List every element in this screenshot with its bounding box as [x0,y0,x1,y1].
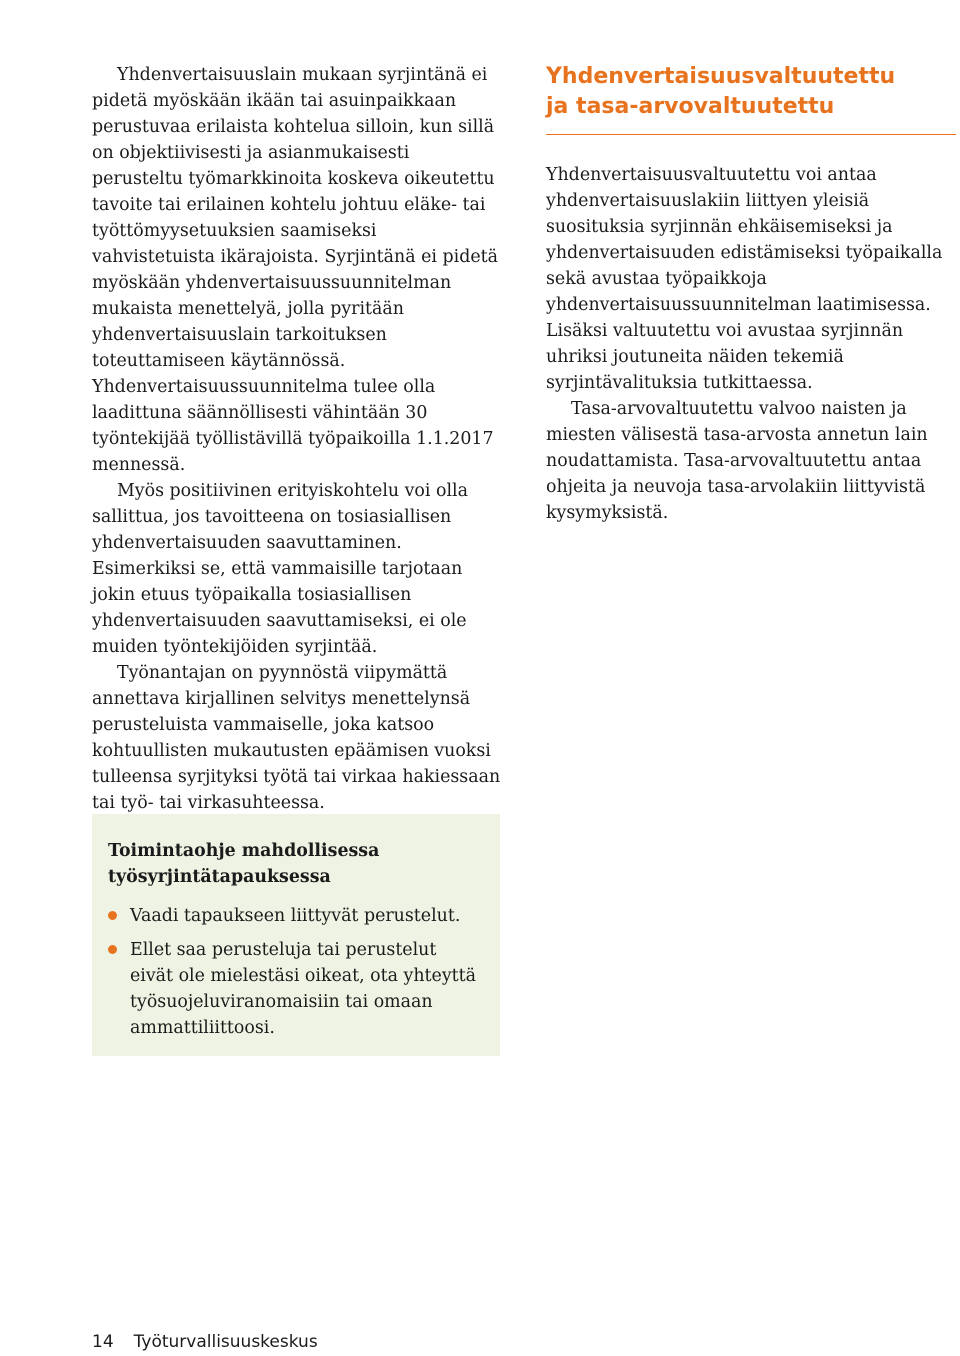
body-paragraph: Yhdenvertaisuusvaltuutettu voi antaa yhdenvertaisuuslakiin liittyen yleisiä suosituksia syrjinnän ehkäisemiseksi ja yhdenvertaisuuden edistämiseksi työpaikalla sekä avustaa työpaikkoja yhdenvertaisuussuunnitelman laatimisessa. Lisäksi valtuutettu voi avustaa syrjinnän uhriksi joutuneita näiden tekemiä syrjintävalituksia tutkittaessa. [546,165,943,393]
guidance-item-text: Vaadi tapaukseen liittyvät perustelut. [130,906,461,926]
guidance-item-text: Ellet saa perusteluja tai perustelut eivät ole mielestäsi oikeat, ota yhteyttä työsuojeluviranomaisiin tai omaan ammattiliittoosi. [130,940,477,1038]
bullet-dot-icon [108,911,117,920]
guidance-box-title-line2: työsyrjintätapauksessa [108,867,331,887]
section-heading-line2: ja tasa-arvovaltuutettu [546,94,835,119]
left-column [92,62,502,816]
body-paragraph: Myös positiivinen erityiskohtelu voi olla sallittua, jos tavoitteena on tosiasiallisen yhdenvertaisuuden saavuttaminen. Esimerkiksi se, että vammaisille tarjotaan jokin etuus työpaikalla tosiasiallisen yhdenvertaisuuden saavuttamiseksi, ei ole muiden työntekijöiden syrjintää. [92,481,468,657]
guidance-list-item [108,937,484,1041]
guidance-box-title [108,838,484,890]
section-heading [546,62,956,122]
page-footer [92,1330,318,1354]
guidance-list [108,903,484,1041]
guidance-box-title-line1: Toimintaohje mahdollisessa [108,841,380,861]
heading-divider [546,134,956,135]
body-paragraph: Tasa-arvovaltuutettu valvoo naisten ja miesten välisestä tasa-arvosta annetun lain noudattamista. Tasa-arvovaltuutettu antaa ohjeita ja neuvoja tasa-arvolakiin liittyvistä kysymyksistä. [546,399,928,523]
section-heading-line1: Yhdenvertaisuusvaltuutettu [546,64,896,89]
body-paragraph: Työnantajan on pyynnöstä viipymättä annettava kirjallinen selvitys menettelynsä perusteluista vammaiselle, joka katsoo kohtuullisten mukautusten epäämisen vuoksi tulleensa syrjityksi työtä tai virkaa hakiessaan tai työ- tai virkasuhteessa. [92,663,501,813]
guidance-list-item [108,903,484,929]
right-column-body [546,162,956,526]
publisher-name: Työturvallisuuskeskus [133,1332,318,1352]
body-paragraph: Yhdenvertaisuuslain mukaan syrjintänä ei pidetä myöskään ikään tai asuinpaikkaan perustuvaa erilaista kohtelua silloin, kun sillä on objektiivisesti ja asianmukaisesti perusteltu työmarkkinoita koskeva oikeutettu tavoite tai erilainen kohtelu johtuu eläke- tai työttömyysetuuksien saamiseksi vahvistetuista ikärajoista. Syrjintänä ei pidetä myöskään yhdenvertaisuussuunnitelman mukaista menettelyä, jolla pyritään yhdenvertaisuuslain tarkoituksen toteuttamiseen käytännössä. Yhdenvertaisuussuunnitelma tulee olla laadittuna säännöllisesti vähintään 30 työntekijää työllistävillä työpaikoilla 1.1.2017 mennessä. [92,65,498,475]
right-column [546,62,956,526]
page-number: 14 [92,1332,114,1352]
guidance-box [92,814,500,1056]
bullet-dot-icon [108,945,117,954]
